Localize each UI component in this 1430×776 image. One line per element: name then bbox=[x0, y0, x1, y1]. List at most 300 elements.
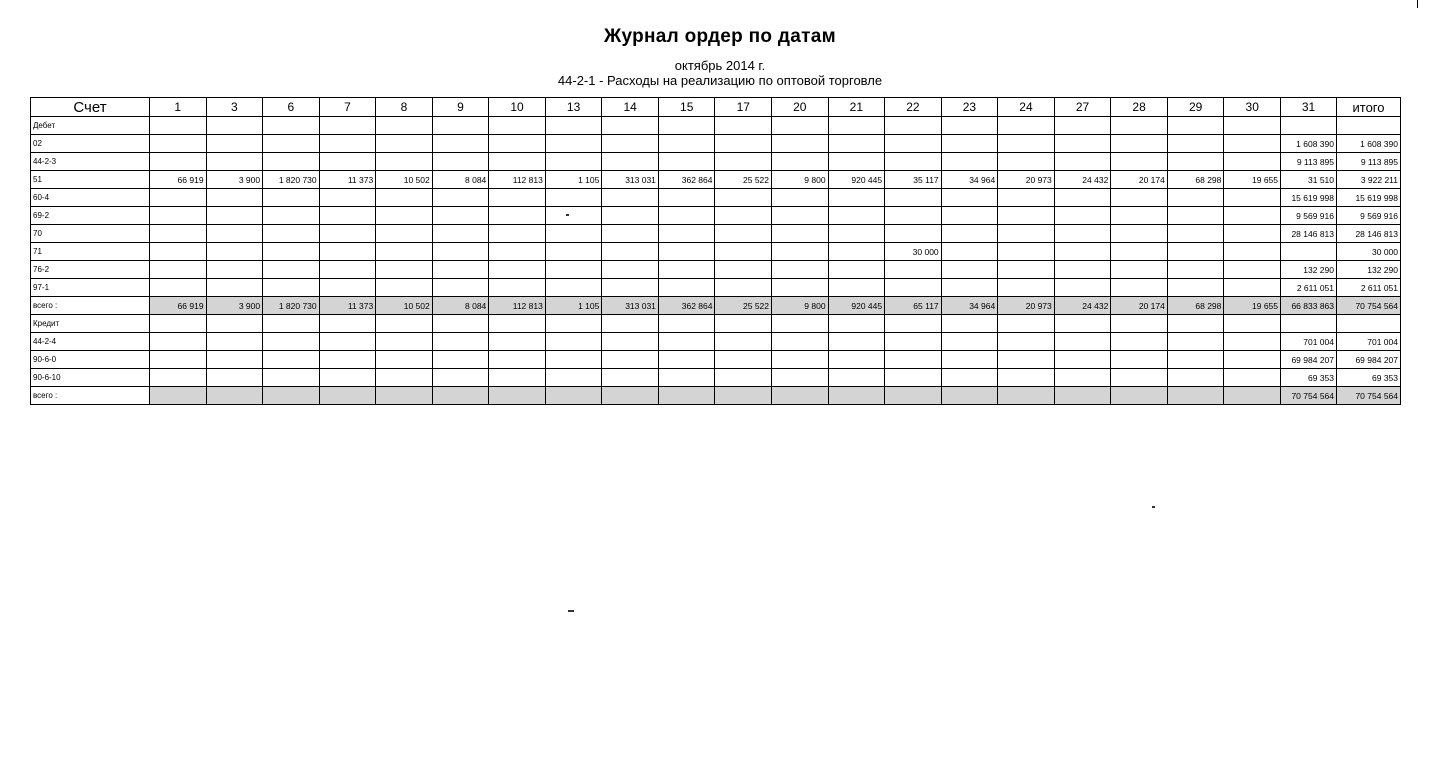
amount-cell bbox=[715, 225, 772, 243]
column-header-day: 8 bbox=[376, 98, 433, 117]
amount-cell bbox=[376, 261, 433, 279]
amount-cell bbox=[489, 117, 546, 135]
amount-cell bbox=[1281, 117, 1337, 135]
total-cell: 2 611 051 bbox=[1337, 279, 1401, 297]
amount-cell: 11 373 bbox=[319, 171, 376, 189]
amount-cell bbox=[885, 333, 942, 351]
amount-cell bbox=[772, 135, 829, 153]
amount-cell bbox=[772, 117, 829, 135]
amount-cell bbox=[828, 135, 885, 153]
amount-cell bbox=[150, 369, 207, 387]
amount-cell: 8 084 bbox=[432, 297, 489, 315]
amount-cell bbox=[319, 261, 376, 279]
amount-cell bbox=[263, 333, 320, 351]
amount-cell bbox=[941, 153, 998, 171]
table-total-row bbox=[31, 387, 1401, 405]
amount-cell bbox=[715, 135, 772, 153]
amount-cell bbox=[489, 189, 546, 207]
column-header-day: 24 bbox=[998, 98, 1055, 117]
amount-cell bbox=[1054, 117, 1111, 135]
amount-cell: 112 813 bbox=[489, 297, 546, 315]
account-cell: 02 bbox=[31, 135, 150, 153]
amount-cell bbox=[150, 153, 207, 171]
amount-cell: 313 031 bbox=[602, 171, 659, 189]
amount-cell bbox=[1224, 279, 1281, 297]
amount-cell bbox=[545, 351, 602, 369]
amount-cell bbox=[206, 387, 263, 405]
amount-cell bbox=[772, 261, 829, 279]
amount-cell bbox=[545, 225, 602, 243]
table-row bbox=[31, 279, 1401, 297]
amount-cell bbox=[1054, 369, 1111, 387]
amount-cell: 9 569 916 bbox=[1281, 207, 1337, 225]
total-cell: 15 619 998 bbox=[1337, 189, 1401, 207]
table-row bbox=[31, 369, 1401, 387]
amount-cell bbox=[998, 153, 1055, 171]
total-cell bbox=[1337, 117, 1401, 135]
amount-cell bbox=[998, 207, 1055, 225]
column-header-day: 28 bbox=[1111, 98, 1168, 117]
amount-cell: 10 502 bbox=[376, 171, 433, 189]
amount-cell bbox=[1111, 135, 1168, 153]
amount-cell bbox=[1111, 333, 1168, 351]
amount-cell: 9 800 bbox=[772, 171, 829, 189]
table-row bbox=[31, 315, 1401, 333]
amount-cell bbox=[715, 387, 772, 405]
amount-cell bbox=[1224, 387, 1281, 405]
amount-cell bbox=[941, 387, 998, 405]
amount-cell: 31 510 bbox=[1281, 171, 1337, 189]
amount-cell bbox=[206, 225, 263, 243]
amount-cell bbox=[998, 369, 1055, 387]
amount-cell bbox=[1111, 189, 1168, 207]
amount-cell bbox=[715, 351, 772, 369]
column-header-day: 21 bbox=[828, 98, 885, 117]
amount-cell bbox=[658, 333, 715, 351]
amount-cell bbox=[658, 189, 715, 207]
amount-cell: 3 900 bbox=[206, 171, 263, 189]
amount-cell bbox=[489, 369, 546, 387]
amount-cell bbox=[941, 135, 998, 153]
table-row bbox=[31, 153, 1401, 171]
amount-cell: 25 522 bbox=[715, 171, 772, 189]
amount-cell bbox=[602, 351, 659, 369]
amount-cell bbox=[885, 387, 942, 405]
amount-cell bbox=[263, 315, 320, 333]
amount-cell bbox=[319, 243, 376, 261]
amount-cell bbox=[772, 153, 829, 171]
amount-cell bbox=[206, 153, 263, 171]
table-row bbox=[31, 351, 1401, 369]
amount-cell bbox=[602, 207, 659, 225]
amount-cell: 28 146 813 bbox=[1281, 225, 1337, 243]
amount-cell bbox=[545, 333, 602, 351]
amount-cell bbox=[1111, 315, 1168, 333]
amount-cell bbox=[885, 153, 942, 171]
amount-cell bbox=[998, 387, 1055, 405]
scan-speck bbox=[566, 214, 569, 216]
amount-cell bbox=[658, 261, 715, 279]
account-cell: 71 bbox=[31, 243, 150, 261]
amount-cell bbox=[1224, 225, 1281, 243]
amount-cell bbox=[432, 225, 489, 243]
amount-cell bbox=[998, 243, 1055, 261]
amount-cell bbox=[1224, 333, 1281, 351]
table-row bbox=[31, 135, 1401, 153]
column-header-day: 3 bbox=[206, 98, 263, 117]
amount-cell bbox=[1224, 369, 1281, 387]
amount-cell: 34 964 bbox=[941, 171, 998, 189]
amount-cell bbox=[489, 261, 546, 279]
amount-cell bbox=[1167, 351, 1224, 369]
amount-cell bbox=[376, 243, 433, 261]
amount-cell bbox=[715, 261, 772, 279]
column-header-day: 9 bbox=[432, 98, 489, 117]
amount-cell bbox=[1167, 387, 1224, 405]
amount-cell bbox=[432, 243, 489, 261]
amount-cell: 35 117 bbox=[885, 171, 942, 189]
amount-cell: 19 655 bbox=[1224, 297, 1281, 315]
amount-cell: 19 655 bbox=[1224, 171, 1281, 189]
table-row bbox=[31, 117, 1401, 135]
amount-cell bbox=[1054, 225, 1111, 243]
total-cell: 1 608 390 bbox=[1337, 135, 1401, 153]
amount-cell bbox=[941, 243, 998, 261]
total-cell bbox=[1337, 315, 1401, 333]
amount-cell bbox=[941, 117, 998, 135]
amount-cell: 20 973 bbox=[998, 297, 1055, 315]
account-cell: 90-6-0 bbox=[31, 351, 150, 369]
amount-cell bbox=[1111, 243, 1168, 261]
column-header-account: Счет bbox=[31, 98, 150, 117]
amount-cell: 65 117 bbox=[885, 297, 942, 315]
amount-cell bbox=[998, 189, 1055, 207]
amount-cell bbox=[828, 189, 885, 207]
amount-cell bbox=[432, 207, 489, 225]
account-cell: 51 bbox=[31, 171, 150, 189]
total-cell: 701 004 bbox=[1337, 333, 1401, 351]
amount-cell bbox=[658, 243, 715, 261]
amount-cell bbox=[828, 225, 885, 243]
account-cell: 90-6-10 bbox=[31, 369, 150, 387]
journal-table bbox=[30, 97, 1401, 405]
account-cell: 44-2-3 bbox=[31, 153, 150, 171]
amount-cell bbox=[602, 243, 659, 261]
amount-cell bbox=[828, 279, 885, 297]
amount-cell bbox=[1054, 333, 1111, 351]
amount-cell bbox=[828, 387, 885, 405]
amount-cell bbox=[658, 135, 715, 153]
table-row bbox=[31, 207, 1401, 225]
amount-cell bbox=[715, 117, 772, 135]
column-header-day: 27 bbox=[1054, 98, 1111, 117]
amount-cell bbox=[715, 369, 772, 387]
amount-cell: 1 608 390 bbox=[1281, 135, 1337, 153]
amount-cell bbox=[1054, 279, 1111, 297]
column-header-day: 20 bbox=[772, 98, 829, 117]
amount-cell: 9 800 bbox=[772, 297, 829, 315]
amount-cell bbox=[263, 117, 320, 135]
total-cell: 69 984 207 bbox=[1337, 351, 1401, 369]
amount-cell bbox=[376, 279, 433, 297]
amount-cell bbox=[828, 261, 885, 279]
amount-cell bbox=[885, 261, 942, 279]
amount-cell bbox=[602, 189, 659, 207]
amount-cell bbox=[772, 387, 829, 405]
account-cell: 76-2 bbox=[31, 261, 150, 279]
amount-cell bbox=[150, 279, 207, 297]
amount-cell bbox=[658, 207, 715, 225]
amount-cell bbox=[602, 315, 659, 333]
amount-cell bbox=[998, 135, 1055, 153]
amount-cell bbox=[206, 369, 263, 387]
amount-cell: 11 373 bbox=[319, 297, 376, 315]
amount-cell bbox=[150, 351, 207, 369]
amount-cell bbox=[1167, 369, 1224, 387]
amount-cell bbox=[1224, 189, 1281, 207]
amount-cell: 10 502 bbox=[376, 297, 433, 315]
amount-cell bbox=[376, 189, 433, 207]
amount-cell bbox=[432, 279, 489, 297]
amount-cell bbox=[206, 117, 263, 135]
amount-cell bbox=[941, 333, 998, 351]
total-cell: 70 754 564 bbox=[1337, 297, 1401, 315]
amount-cell bbox=[658, 387, 715, 405]
amount-cell bbox=[489, 225, 546, 243]
amount-cell bbox=[263, 207, 320, 225]
amount-cell bbox=[376, 117, 433, 135]
amount-cell: 3 900 bbox=[206, 297, 263, 315]
amount-cell bbox=[1224, 351, 1281, 369]
amount-cell bbox=[885, 189, 942, 207]
amount-cell bbox=[828, 333, 885, 351]
amount-cell bbox=[545, 243, 602, 261]
amount-cell bbox=[489, 279, 546, 297]
amount-cell bbox=[602, 279, 659, 297]
page-edge-mark bbox=[1417, 0, 1418, 8]
amount-cell bbox=[602, 135, 659, 153]
amount-cell bbox=[545, 135, 602, 153]
amount-cell bbox=[319, 333, 376, 351]
amount-cell bbox=[941, 369, 998, 387]
amount-cell bbox=[772, 315, 829, 333]
amount-cell bbox=[376, 153, 433, 171]
amount-cell bbox=[885, 207, 942, 225]
table-row bbox=[31, 189, 1401, 207]
amount-cell bbox=[885, 279, 942, 297]
amount-cell bbox=[1167, 117, 1224, 135]
amount-cell bbox=[715, 243, 772, 261]
amount-cell bbox=[998, 333, 1055, 351]
amount-cell bbox=[319, 135, 376, 153]
amount-cell bbox=[489, 351, 546, 369]
account-cell: 97-1 bbox=[31, 279, 150, 297]
amount-cell bbox=[602, 333, 659, 351]
amount-cell bbox=[206, 333, 263, 351]
amount-cell bbox=[1054, 351, 1111, 369]
amount-cell bbox=[1281, 243, 1337, 261]
amount-cell bbox=[489, 333, 546, 351]
column-header-total: итого bbox=[1337, 98, 1401, 117]
amount-cell: 1 105 bbox=[545, 297, 602, 315]
amount-cell bbox=[772, 369, 829, 387]
amount-cell bbox=[1111, 351, 1168, 369]
account-cell: Кредит bbox=[31, 315, 150, 333]
amount-cell: 313 031 bbox=[602, 297, 659, 315]
amount-cell bbox=[998, 117, 1055, 135]
amount-cell: 70 754 564 bbox=[1281, 387, 1337, 405]
amount-cell bbox=[150, 135, 207, 153]
amount-cell bbox=[658, 351, 715, 369]
amount-cell: 24 432 bbox=[1054, 171, 1111, 189]
amount-cell: 701 004 bbox=[1281, 333, 1337, 351]
amount-cell: 920 445 bbox=[828, 171, 885, 189]
amount-cell: 15 619 998 bbox=[1281, 189, 1337, 207]
amount-cell bbox=[150, 261, 207, 279]
amount-cell bbox=[206, 279, 263, 297]
amount-cell bbox=[1054, 207, 1111, 225]
amount-cell bbox=[772, 351, 829, 369]
column-header-day: 29 bbox=[1167, 98, 1224, 117]
account-title: 44-2-1 - Расходы на реализацию по оптовой торговле bbox=[557, 73, 883, 88]
amount-cell bbox=[772, 189, 829, 207]
amount-cell bbox=[376, 369, 433, 387]
amount-cell bbox=[1224, 153, 1281, 171]
amount-cell bbox=[319, 315, 376, 333]
amount-cell bbox=[206, 351, 263, 369]
amount-cell bbox=[319, 189, 376, 207]
amount-cell bbox=[1224, 117, 1281, 135]
table-row bbox=[31, 243, 1401, 261]
amount-cell bbox=[715, 189, 772, 207]
amount-cell bbox=[150, 333, 207, 351]
amount-cell bbox=[1054, 135, 1111, 153]
amount-cell bbox=[319, 369, 376, 387]
amount-cell bbox=[545, 117, 602, 135]
account-cell: 70 bbox=[31, 225, 150, 243]
table-row bbox=[31, 333, 1401, 351]
amount-cell: 362 864 bbox=[658, 297, 715, 315]
amount-cell bbox=[772, 225, 829, 243]
amount-cell bbox=[263, 189, 320, 207]
amount-cell bbox=[206, 135, 263, 153]
amount-cell bbox=[319, 387, 376, 405]
amount-cell bbox=[1281, 315, 1337, 333]
amount-cell bbox=[828, 243, 885, 261]
total-cell: 30 000 bbox=[1337, 243, 1401, 261]
table-row bbox=[31, 171, 1401, 189]
amount-cell bbox=[376, 225, 433, 243]
amount-cell bbox=[828, 369, 885, 387]
amount-cell bbox=[885, 225, 942, 243]
amount-cell bbox=[319, 351, 376, 369]
amount-cell bbox=[1111, 279, 1168, 297]
amount-cell: 66 919 bbox=[150, 297, 207, 315]
amount-cell bbox=[772, 333, 829, 351]
amount-cell bbox=[376, 387, 433, 405]
amount-cell bbox=[1224, 135, 1281, 153]
amount-cell: 1 105 bbox=[545, 171, 602, 189]
amount-cell bbox=[206, 207, 263, 225]
amount-cell bbox=[376, 315, 433, 333]
amount-cell bbox=[319, 207, 376, 225]
amount-cell bbox=[658, 225, 715, 243]
amount-cell bbox=[545, 279, 602, 297]
amount-cell: 34 964 bbox=[941, 297, 998, 315]
amount-cell bbox=[376, 333, 433, 351]
amount-cell bbox=[772, 207, 829, 225]
amount-cell bbox=[602, 369, 659, 387]
amount-cell bbox=[432, 189, 489, 207]
column-header-day: 10 bbox=[489, 98, 546, 117]
amount-cell bbox=[489, 207, 546, 225]
amount-cell bbox=[263, 261, 320, 279]
column-header-day: 15 bbox=[658, 98, 715, 117]
scan-speck bbox=[1152, 506, 1155, 508]
amount-cell bbox=[715, 333, 772, 351]
amount-cell bbox=[206, 243, 263, 261]
amount-cell: 20 973 bbox=[998, 171, 1055, 189]
amount-cell bbox=[319, 117, 376, 135]
amount-cell: 8 084 bbox=[432, 171, 489, 189]
amount-cell bbox=[1224, 207, 1281, 225]
amount-cell bbox=[941, 351, 998, 369]
amount-cell bbox=[150, 315, 207, 333]
account-cell: 44-2-4 bbox=[31, 333, 150, 351]
amount-cell bbox=[432, 369, 489, 387]
amount-cell bbox=[263, 153, 320, 171]
amount-cell bbox=[489, 153, 546, 171]
amount-cell bbox=[376, 351, 433, 369]
table-total-row bbox=[31, 297, 1401, 315]
amount-cell bbox=[545, 369, 602, 387]
amount-cell bbox=[376, 135, 433, 153]
amount-cell: 1 820 730 bbox=[263, 171, 320, 189]
amount-cell bbox=[658, 153, 715, 171]
amount-cell bbox=[885, 315, 942, 333]
amount-cell bbox=[376, 207, 433, 225]
amount-cell bbox=[1111, 225, 1168, 243]
total-cell: 132 290 bbox=[1337, 261, 1401, 279]
amount-cell bbox=[658, 279, 715, 297]
amount-cell bbox=[1054, 261, 1111, 279]
amount-cell bbox=[941, 225, 998, 243]
amount-cell bbox=[998, 261, 1055, 279]
amount-cell bbox=[1054, 153, 1111, 171]
amount-cell bbox=[319, 279, 376, 297]
amount-cell: 25 522 bbox=[715, 297, 772, 315]
amount-cell bbox=[1167, 135, 1224, 153]
amount-cell bbox=[1054, 243, 1111, 261]
amount-cell bbox=[1224, 261, 1281, 279]
column-header-day: 13 bbox=[545, 98, 602, 117]
amount-cell bbox=[941, 207, 998, 225]
amount-cell bbox=[432, 387, 489, 405]
total-cell: 3 922 211 bbox=[1337, 171, 1401, 189]
amount-cell bbox=[602, 117, 659, 135]
amount-cell bbox=[998, 351, 1055, 369]
amount-cell bbox=[263, 387, 320, 405]
amount-cell bbox=[658, 369, 715, 387]
amount-cell: 112 813 bbox=[489, 171, 546, 189]
amount-cell bbox=[432, 261, 489, 279]
amount-cell bbox=[489, 387, 546, 405]
amount-cell bbox=[828, 351, 885, 369]
amount-cell: 24 432 bbox=[1054, 297, 1111, 315]
amount-cell bbox=[998, 279, 1055, 297]
column-header-day: 14 bbox=[602, 98, 659, 117]
account-cell: всего : bbox=[31, 387, 150, 405]
